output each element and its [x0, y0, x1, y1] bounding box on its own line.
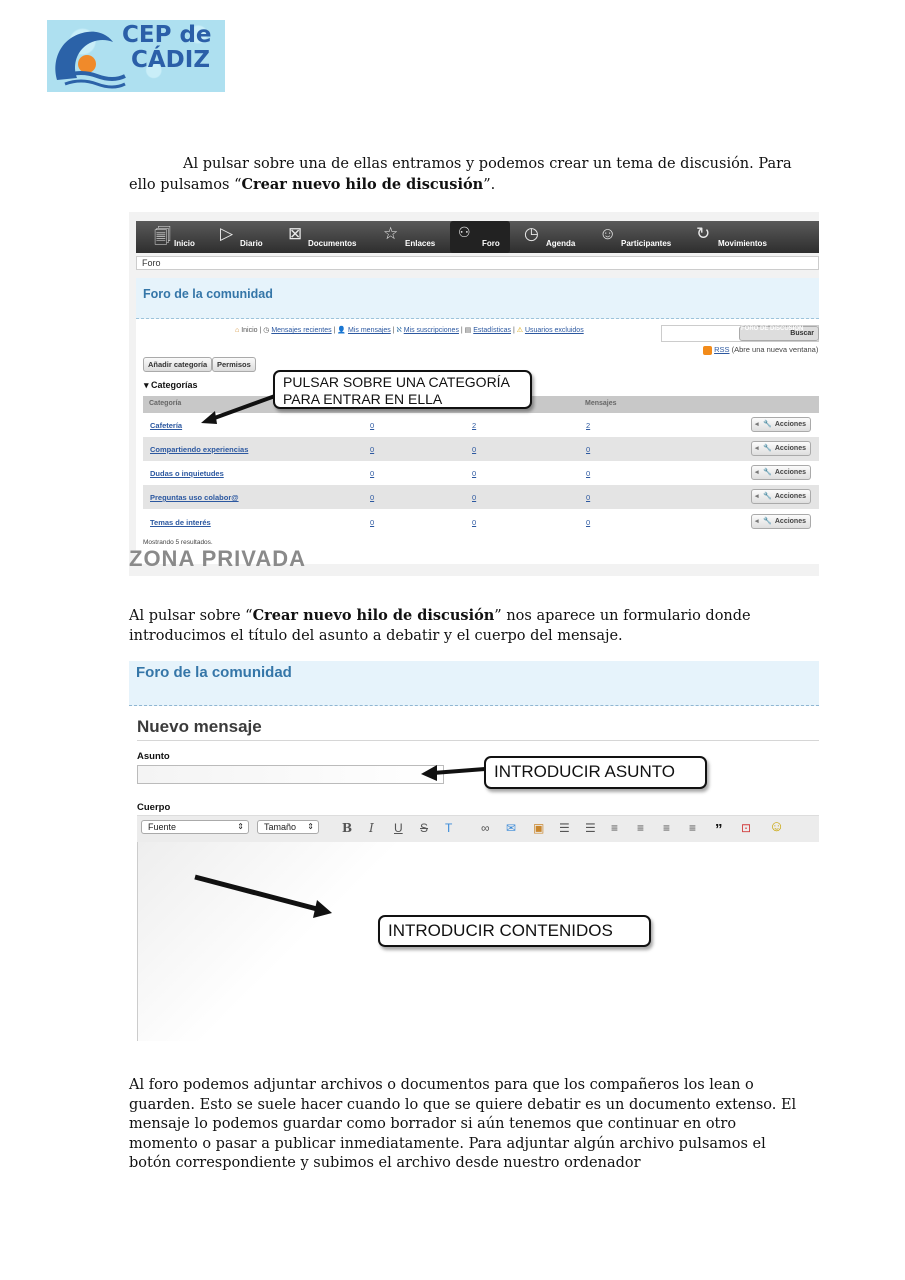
text-color-icon[interactable]: T — [445, 821, 453, 835]
star-icon: ☆ — [383, 224, 399, 243]
size-select-value: Tamaño — [264, 822, 297, 832]
arrow-left-icon: ◂ — [755, 493, 759, 500]
rss-icon — [703, 346, 712, 355]
table-row — [143, 437, 819, 461]
cell[interactable]: 0 — [370, 421, 375, 430]
callout-asunto — [484, 756, 707, 789]
paragraph-2-before: Al pulsar sobre “ — [129, 608, 253, 624]
cell[interactable]: 0 — [472, 518, 477, 527]
wrench-icon: 🔧 — [763, 421, 772, 428]
nav-label: Agenda — [546, 239, 576, 248]
stats-icon: ▤ — [464, 327, 472, 334]
cell[interactable]: 2 — [472, 421, 477, 430]
table-row — [143, 485, 819, 509]
nav-label: Movimientos — [718, 239, 767, 248]
menu-mine[interactable]: Mis mensajes — [348, 327, 391, 334]
actions-button[interactable] — [751, 514, 811, 529]
actions-button[interactable] — [751, 417, 811, 432]
actions-label: Acciones — [774, 469, 806, 476]
category-link[interactable]: Dudas o inquietudes — [150, 469, 224, 478]
nav-documentos[interactable] — [286, 221, 366, 253]
smiley-icon[interactable]: ☺ — [769, 818, 785, 835]
category-link[interactable]: Compartiendo experiencias — [150, 445, 249, 454]
callout-categoria — [273, 370, 532, 409]
underline-icon[interactable]: U — [394, 821, 403, 835]
paragraph-1-after: ”. — [483, 176, 496, 193]
cell[interactable]: 2 — [586, 421, 591, 430]
results-count: Mostrando 5 resultados. — [143, 539, 213, 546]
arrow-left-icon: ◂ — [755, 445, 759, 452]
menu-subscriptions[interactable]: Mis suscripciones — [403, 327, 459, 334]
forum-menu: ⌂ Inicio | ◷ Mensajes recientes | 👤 Mis mensajes | ℵ Mis suscripciones | ▤ Estadísticas | ⚠ Usuarios excluidos — [235, 327, 584, 334]
arrow-left-icon: ◂ — [755, 421, 759, 428]
actions-button[interactable] — [751, 441, 811, 456]
search-placeholder: FORO DE DISCUSIÓN — [741, 326, 804, 332]
feed-icon: ℵ — [396, 327, 402, 334]
image-icon[interactable]: ▣ — [533, 821, 545, 835]
actions-label: Acciones — [774, 445, 806, 452]
callout-contenidos — [378, 915, 651, 947]
table-row — [143, 461, 819, 485]
forum-header — [129, 661, 819, 706]
rss-note: (Abre una nueva ventana) — [731, 345, 819, 354]
people-icon: ⚇ — [458, 224, 471, 240]
actions-label: Acciones — [774, 421, 806, 428]
refresh-icon: ↻ — [696, 224, 711, 243]
arrow-icon — [419, 757, 489, 787]
paragraph-1-text: Al pulsar sobre una de ellas entramos y podemos crear un tema de discusión. Para ello pulsamos “ — [129, 156, 792, 193]
italic-icon[interactable]: I — [369, 821, 374, 835]
category-link[interactable]: Cafetería — [150, 421, 183, 430]
wrench-icon: 🔧 — [763, 445, 772, 452]
category-link[interactable]: Temas de interés — [150, 518, 211, 527]
nav-agenda[interactable] — [524, 221, 584, 253]
nav-label: Inicio — [174, 239, 195, 248]
video-icon[interactable]: ⊡ — [741, 821, 752, 835]
wrench-icon: 🔧 — [763, 518, 772, 525]
align-left-icon[interactable]: ≡ — [611, 821, 619, 835]
updown-icon: ⇕ — [307, 822, 314, 831]
wrench-icon: 🔧 — [763, 493, 772, 500]
warning-icon: ⚠ — [516, 327, 523, 334]
nav-label: Participantes — [621, 239, 672, 248]
forum-title: Foro de la comunidad — [143, 287, 273, 301]
forum-header — [136, 278, 819, 319]
font-select-value: Fuente — [148, 822, 177, 832]
menu-inicio[interactable]: Inicio — [241, 327, 258, 334]
table-row — [143, 510, 819, 534]
briefcase-icon: ⊠ — [288, 224, 303, 243]
rss-link[interactable]: RSS — [714, 345, 730, 354]
column-header-messages: Mensajes — [585, 400, 617, 407]
divider — [137, 740, 819, 741]
callout-line-2: PARA ENTRAR EN ELLA — [283, 391, 443, 407]
callout-asunto-text: INTRODUCIR ASUNTO — [494, 762, 676, 781]
email-icon[interactable]: ✉ — [506, 821, 517, 835]
logo-line-2: CÁDIZ — [131, 47, 211, 73]
strikethrough-icon[interactable]: S — [420, 821, 429, 835]
nav-enlaces[interactable] — [381, 221, 446, 253]
search-button[interactable]: Buscar — [739, 326, 819, 341]
arrow-left-icon: ◂ — [755, 469, 759, 476]
cell[interactable]: 0 — [472, 445, 477, 454]
clock-icon: ◷ — [524, 224, 539, 243]
paragraph-1 — [129, 155, 809, 195]
cell[interactable]: 0 — [370, 493, 375, 502]
forum-categories-screenshot — [129, 212, 819, 576]
cuerpo-label: Cuerpo — [137, 802, 171, 813]
cell[interactable]: 0 — [472, 469, 477, 478]
wrench-icon: 🔧 — [763, 469, 772, 476]
document-icon: 🗐 — [154, 227, 171, 246]
actions-label: Acciones — [774, 493, 806, 500]
nav-inicio[interactable] — [152, 221, 212, 253]
quote-icon[interactable]: ” — [715, 821, 723, 838]
menu-recent[interactable]: Mensajes recientes — [271, 327, 332, 334]
arrow-icon — [189, 869, 339, 919]
main-navigation-bar — [136, 221, 819, 253]
forum-title: Foro de la comunidad — [136, 664, 292, 681]
updown-icon: ⇕ — [237, 822, 244, 831]
permissions-button[interactable]: Permisos — [212, 357, 256, 372]
column-header-category: Categoría — [149, 400, 182, 407]
nav-label: Foro — [482, 239, 500, 248]
nav-diario[interactable] — [218, 221, 278, 253]
new-message-screenshot — [129, 661, 819, 1041]
cell[interactable]: 0 — [586, 518, 591, 527]
justify-icon[interactable]: ≡ — [689, 821, 697, 835]
paragraph-3: Al foro podemos adjuntar archivos o documentos para que los compañeros los lean o guarden. Esto se suele hacer cuando lo que se quiere debatir es un documento extenso. El mensaje lo podemos guardar como borrador si aún tenemos que continuar en otro momento o pasar a publicar inmediatamente. Para adjuntar algún archivo pulsamos el botón correspondiente y subimos el archivo desde nuestro ordenador — [129, 1077, 797, 1171]
editor-toolbar — [137, 815, 819, 843]
asunto-label: Asunto — [137, 751, 170, 762]
cell[interactable]: 0 — [472, 493, 477, 502]
nav-movimientos[interactable] — [696, 221, 786, 253]
cell[interactable]: 0 — [370, 445, 375, 454]
cell[interactable]: 0 — [586, 493, 591, 502]
size-select[interactable] — [257, 820, 319, 834]
paragraph-2-after: ” nos aparece un formulario donde introducimos el título del asunto a debatir y el cuerpo del mensaje. — [129, 608, 751, 644]
categories-heading[interactable]: ▾ Categorías — [144, 380, 198, 390]
bold-icon[interactable]: B — [342, 821, 353, 835]
nav-label: Diario — [240, 239, 263, 248]
breadcrumb[interactable]: Foro — [136, 256, 819, 270]
smiley-icon: ☺ — [599, 224, 617, 243]
home-icon: ⌂ — [235, 327, 240, 334]
align-right-icon[interactable]: ≡ — [663, 821, 671, 835]
cell[interactable]: 0 — [370, 469, 375, 478]
nav-foro[interactable] — [450, 221, 510, 253]
cell[interactable]: 0 — [370, 518, 375, 527]
cell[interactable]: 0 — [586, 469, 591, 478]
logo-line-1: CEP de — [122, 22, 212, 48]
cell[interactable]: 0 — [586, 445, 591, 454]
menu-excluded[interactable]: Usuarios excluidos — [524, 327, 584, 334]
category-link[interactable]: Preguntas uso colabor@ — [150, 493, 239, 502]
clock-icon: ◷ — [263, 327, 270, 334]
paragraph-1-bold: Crear nuevo hilo de discusión — [241, 175, 484, 193]
play-icon: ▷ — [220, 224, 234, 243]
nav-label: Enlaces — [405, 239, 436, 248]
subject-input[interactable] — [137, 765, 444, 784]
link-icon[interactable]: ∞ — [481, 821, 490, 835]
nav-participantes[interactable] — [599, 221, 689, 253]
private-zone-banner: ZONA PRIVADA — [129, 546, 306, 571]
unordered-list-icon[interactable]: ☰ — [585, 821, 596, 835]
menu-stats[interactable]: Estadísticas — [473, 327, 511, 334]
ordered-list-icon[interactable]: ☰ — [559, 821, 570, 835]
font-select[interactable] — [141, 820, 249, 834]
dolphin-icon — [47, 20, 127, 92]
new-message-heading: Nuevo mensaje — [137, 717, 262, 736]
cep-cadiz-logo — [47, 20, 225, 92]
actions-label: Acciones — [774, 518, 806, 525]
paragraph-2 — [129, 606, 769, 646]
align-center-icon[interactable]: ≡ — [637, 821, 645, 835]
actions-button[interactable] — [751, 489, 811, 504]
rss-line — [703, 345, 818, 355]
user-icon: 👤 — [337, 327, 347, 334]
callout-line-1: PULSAR SOBRE UNA CATEGORÍA — [283, 374, 510, 390]
actions-button[interactable] — [751, 465, 811, 480]
add-category-button[interactable]: Añadir categoría — [143, 357, 212, 372]
nav-label: Documentos — [308, 239, 357, 248]
paragraph-2-bold: Crear nuevo hilo de discusión — [252, 607, 495, 624]
callout-contenidos-text: INTRODUCIR CONTENIDOS — [388, 921, 613, 940]
arrow-left-icon: ◂ — [755, 518, 759, 525]
